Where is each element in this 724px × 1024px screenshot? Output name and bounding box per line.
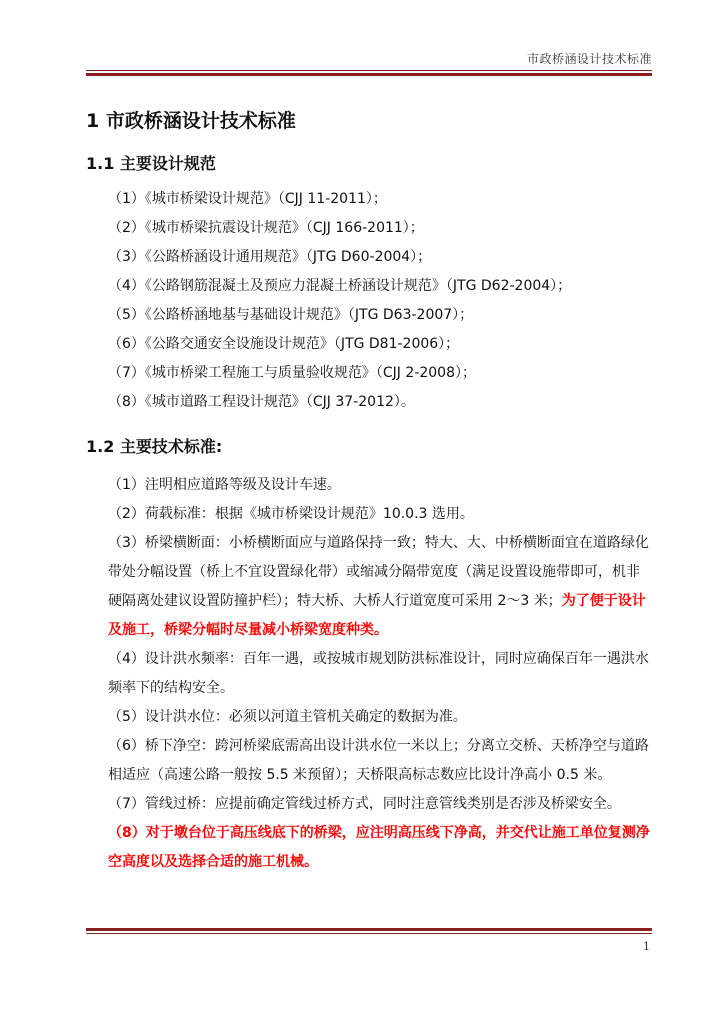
standard-item-1: （1）注明相应道路等级及设计车速。 [108, 477, 341, 493]
standard-item-3 [86, 529, 652, 645]
standard-item-3-text: （3）桥梁横断面：小桥横断面应与道路保持一致；特大、大、中桥横断面宜在道路绿化带处分幅设置（桥上不宜设置绿化带）或缩减分隔带宽度（满足设置设施带即可，机非硬隔离处建议设置防撞护栏）；特大桥、大桥人行道宽度可采用 2～3 米； [108, 535, 649, 609]
standard-item-4: （4）设计洪水频率：百年一遇，或按城市规划防洪标准设计，同时应确保百年一遇洪水频率下的结构安全。 [108, 651, 649, 696]
page-number: 1 [643, 940, 650, 953]
standard-item-7: （7）管线过桥：应提前确定管线过桥方式，同时注意管线类别是否涉及桥梁安全。 [108, 796, 621, 812]
header-rule-thick [86, 73, 652, 76]
page-footer [86, 928, 652, 958]
technical-standard-list [86, 471, 652, 877]
section-1-heading: 1 市政桥涵设计技术标准 [86, 110, 296, 132]
footer-rule-thick [86, 928, 652, 931]
standard-item-2: （2）荷载标准：根据《城市桥梁设计规范》10.0.3 选用。 [108, 506, 474, 522]
regulation-item: （6）《公路交通安全设施设计规范》（JTG D81-2006）； [108, 336, 460, 352]
standard-item-8: （8）对于墩台位于高压线底下的桥梁，应注明高压线下净高，并交代让施工单位复测净空高度以及选择合适的施工机械。 [108, 825, 650, 870]
regulation-item: （8）《城市道路工程设计规范》（CJJ 37-2012）。 [108, 394, 415, 410]
standard-item-3-highlight: 为了便于设计及施工，桥梁分幅时尽量减小桥梁宽度种类。 [108, 593, 646, 638]
section-1-2-heading: 1.2 主要技术标准: [86, 437, 223, 456]
section-1-1-heading: 1.1 主要设计规范 [86, 154, 216, 173]
regulation-list [86, 185, 652, 417]
regulation-item: （3）《公路桥涵设计通用规范》（JTG D60-2004）； [108, 249, 432, 265]
header-title: 市政桥涵设计技术标准 [526, 52, 652, 66]
page-header [86, 50, 652, 74]
header-rule-thin [86, 70, 652, 71]
document-body [86, 100, 652, 877]
regulation-item: （2）《城市桥梁抗震设计规范》（CJJ 166-2011）； [108, 220, 424, 236]
regulation-item: （7）《城市桥梁工程施工与质量验收规范》（CJJ 2-2008）； [108, 365, 476, 381]
footer-rule-thin [86, 933, 652, 934]
regulation-item: （1）《城市桥梁设计规范》（CJJ 11-2011）； [108, 191, 387, 207]
regulation-item: （4）《公路钢筋混凝土及预应力混凝土桥涵设计规范》（JTG D62-2004）； [108, 278, 572, 294]
regulation-item: （5）《公路桥涵地基与基础设计规范》（JTG D63-2007）； [108, 307, 474, 323]
standard-item-5: （5）设计洪水位：必须以河道主管机关确定的数据为准。 [108, 709, 467, 725]
standard-item-6: （6）桥下净空：跨河桥梁底需高出设计洪水位一米以上；分离立交桥、天桥净空与道路相适应（高速公路一般按 5.5 米预留）；天桥限高标志数应比设计净高小 0.5 米。 [108, 738, 649, 783]
